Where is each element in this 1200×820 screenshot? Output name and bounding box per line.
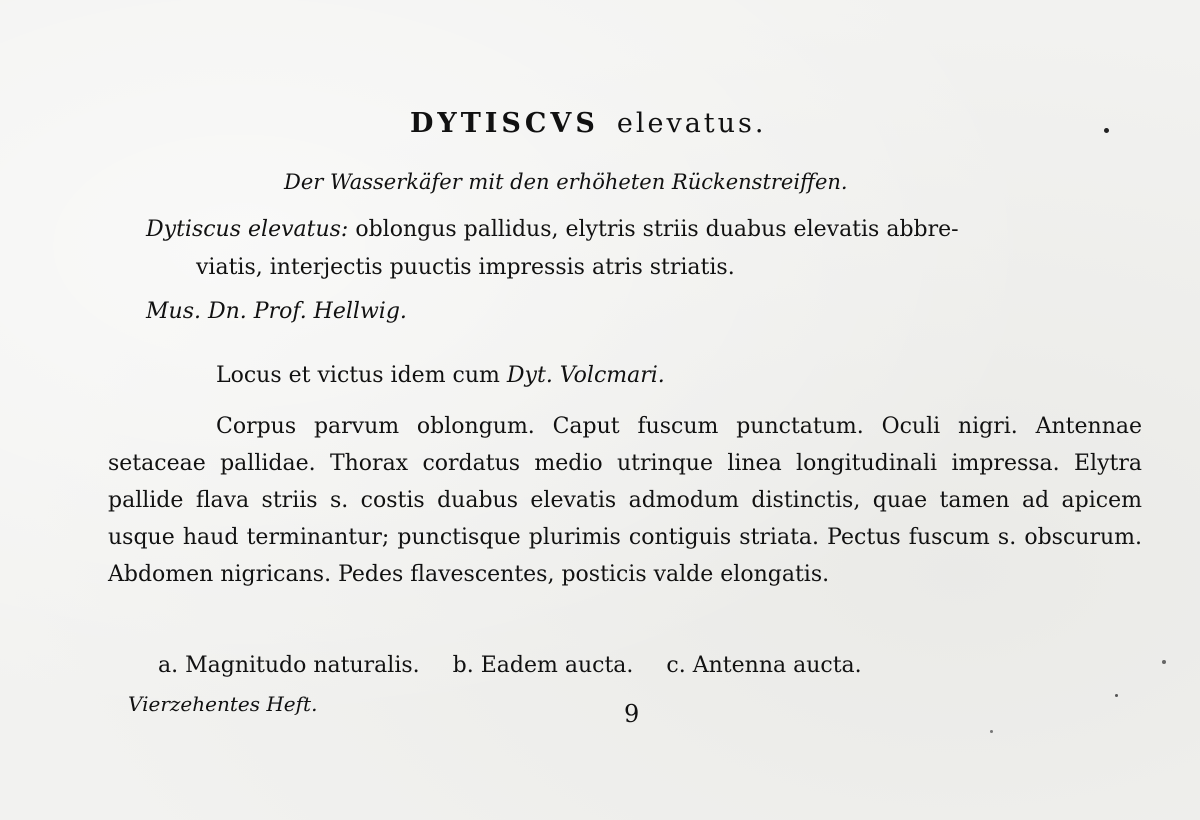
ink-speck xyxy=(990,730,993,733)
locus-text: Locus et victus idem cum xyxy=(216,363,500,388)
diagnosis-line-1 xyxy=(146,216,959,244)
species-name: Dytiscus elevatus: xyxy=(146,217,349,242)
locus-line xyxy=(216,362,665,390)
heading-genus: DYTISCVS xyxy=(410,108,599,139)
museum-reference: Mus. Dn. Prof. Hellwig. xyxy=(146,299,407,324)
legend-item-c: c. Antenna aucta. xyxy=(666,653,862,678)
page-number: 9 xyxy=(624,700,640,728)
diagnosis-text-1: oblongus pallidus, elytris striis duabus elevatis abbre- xyxy=(355,217,959,242)
ink-speck xyxy=(1115,694,1118,697)
legend-item-b: b. Eadem aucta. xyxy=(452,653,634,678)
diagnosis-line-2: viatis, interjectis puuctis impressis atris striatis. xyxy=(196,255,735,280)
description-paragraph: Corpus parvum oblongum. Caput fuscum punctatum. Oculi nigri. Antennae setaceae pallidae. Thorax cordatus medio utrinque linea longitudinali impressa. Elytra pallide flava striis s. costis duabus elevatis admodum distinctis, quae tamen ad apicem usque haud terminantur; punctisque plurimis contiguis striata. Pectus fuscum s. obscurum. Abdomen nigricans. Pedes flavescentes, posticis valde elongatis. xyxy=(108,414,1142,587)
legend-item-a: a. Magnitudo naturalis. xyxy=(158,653,420,678)
ink-speck xyxy=(1104,128,1109,133)
figure-legend xyxy=(158,652,888,680)
signature-mark: Vierzehentes Heft. xyxy=(128,692,318,716)
locus-reference: Dyt. Volcmari. xyxy=(506,363,665,388)
german-subtitle: Der Wasserkäfer mit den erhöheten Rückenstreiffen. xyxy=(284,170,848,194)
page-heading xyxy=(410,110,766,138)
ink-speck xyxy=(1162,660,1166,664)
heading-species: elevatus. xyxy=(616,108,767,139)
